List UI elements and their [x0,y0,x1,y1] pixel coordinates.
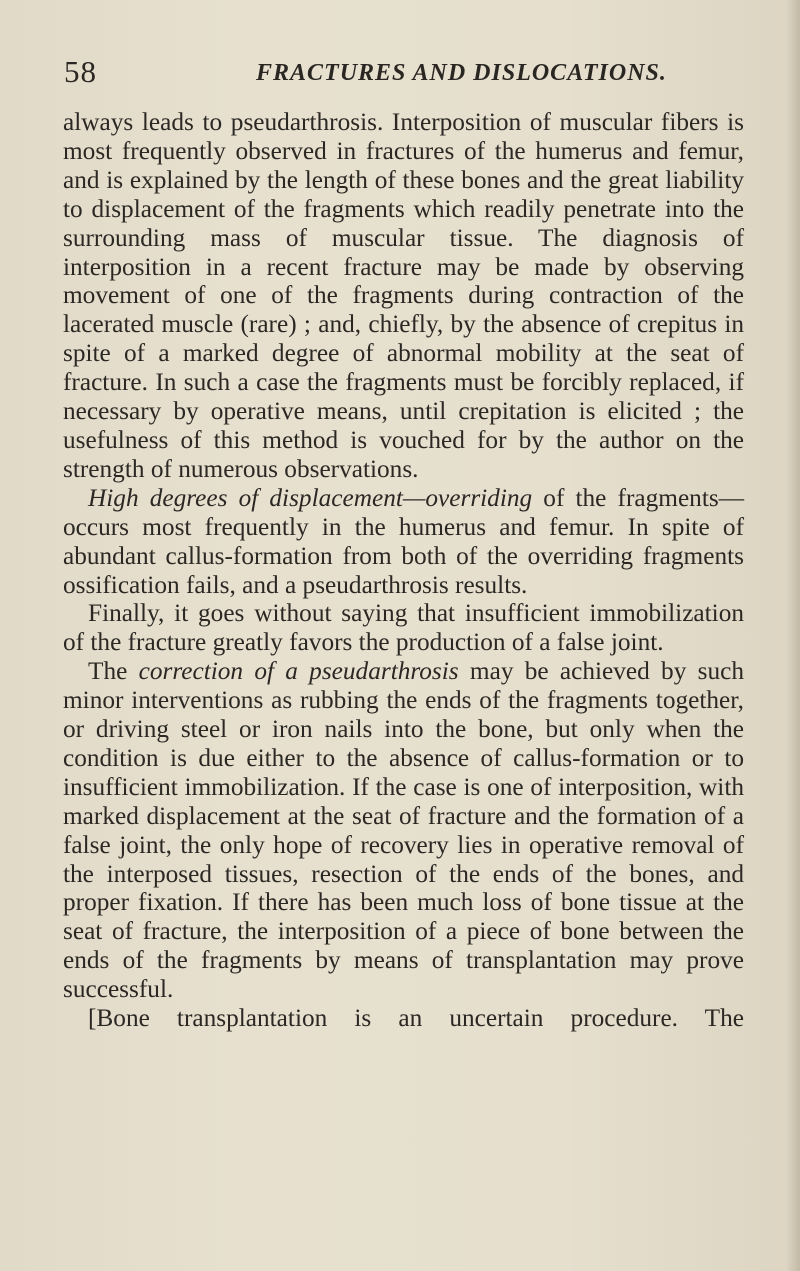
page-edge-shadow [786,0,800,1271]
paragraph-text: always leads to pseudarthrosis. Interposition of muscular fibers is most frequently observed in fractures of the humerus and femur, and is explained by the length of these bones and the great liability to displacement of the fragments which readily penetrate into the surrounding mass of muscular tissue. The diagnosis of interposition in a recent fracture may be made by observing movement of one of the fragments during contraction of the lacerated muscle (rare) ; and, chiefly, by the absence of crepitus in spite of a marked degree of abnormal mobility at the seat of fracture. In such a case the fragments must be forcibly replaced, if necessary by operative means, until crepitation is elicited ; the usefulness of this method is vouched for by the author on the strength of numerous observations. [63,108,744,483]
paragraph-4 [63,657,744,1004]
page-number: 58 [64,54,97,89]
body-text [63,108,744,1033]
paragraph-text: may be achieved by such minor interventions as rubbing the ends of the fragments together, or driving steel or iron nails into the bone, but only when the condition is due either to the absence of callus-formation or to insufficient immobilization. If the case is one of interposition, with marked displacement at the seat of fracture and the formation of a false joint, the only hope of recovery lies in operative removal of the interposed tissues, resection of the ends of the bones, and proper fixation. If there has been much loss of bone tissue at the seat of fracture, the interposition of a piece of bone between the ends of the fragments by means of transplantation may prove successful. [63,657,744,1004]
paragraph-text: of the fragments—occurs most frequently in the humerus and femur. In spite of abundant callus-formation from both of the overriding fragments ossification fails, and a pseudarthrosis results. [63,483,744,599]
running-head: FRACTURES AND DISLOCATIONS. [256,60,667,86]
paragraph-text: Finally, it goes without saying that insufficient immobilization of the fracture greatly favors the production of a false joint. [63,599,744,657]
italic-lead: correction of a pseudarthrosis [138,657,459,686]
paragraph-text: [Bone transplantation is an uncertain procedure. The [88,1004,744,1033]
paragraph-1 [63,108,744,484]
paragraph-lead-prefix: The [88,657,139,686]
page-header [64,52,754,92]
paragraph-2 [63,484,744,600]
italic-lead: High degrees of displacement—overriding [88,483,533,512]
paragraph-3 [63,599,744,657]
paragraph-5 [63,1004,744,1033]
